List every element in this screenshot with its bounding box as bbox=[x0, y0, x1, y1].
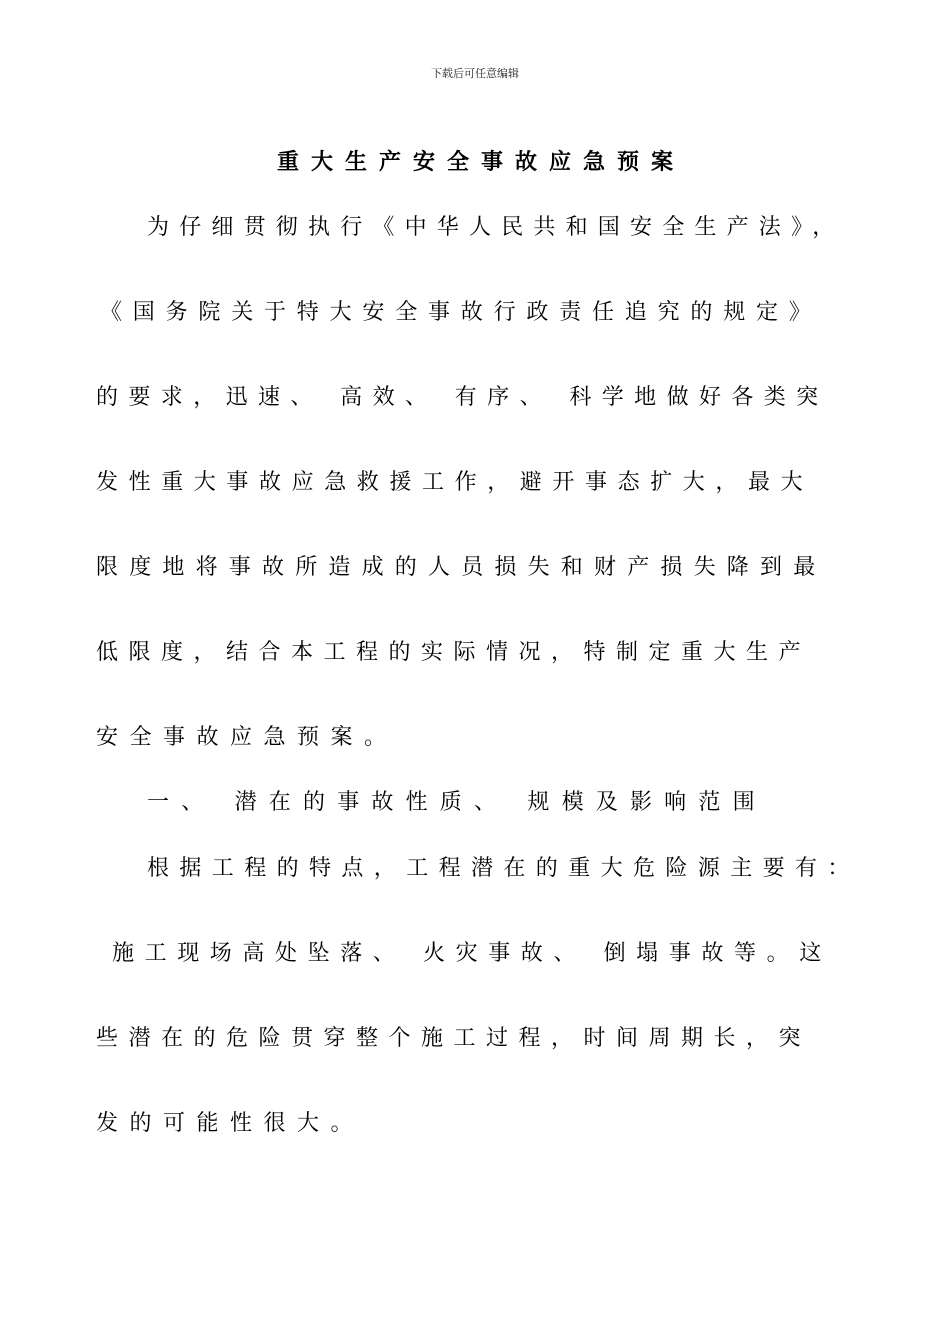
document-title: 重大生产安全事故应急预案 bbox=[276, 150, 685, 175]
paragraph-line-5: 限度地将事故所造成的人员损失和财产损失降到最 bbox=[96, 555, 827, 580]
paragraph-line-9: 根据工程的特点，工程潜在的重大危险源主要有： bbox=[147, 856, 860, 881]
paragraph-line-6: 低限度，结合本工程的实际情况，特制定重大生产 bbox=[96, 640, 812, 665]
section-heading-1: 一、 潜在的事故性质、 规模及影响范围 bbox=[147, 790, 767, 815]
paragraph-line-1: 为仔细贯彻执行《中华人民共和国安全生产法》， bbox=[147, 215, 845, 240]
paragraph-line-10: 施工现场高处坠落、 火灾事故、 倒塌事故等。这 bbox=[112, 941, 832, 966]
paragraph-line-7: 安全事故应急预案。 bbox=[96, 725, 398, 750]
paragraph-line-11: 些潜在的危险贯穿整个施工过程，时间周期长，突 bbox=[96, 1026, 812, 1051]
paragraph-line-4: 发性重大事故应急救援工作，避开事态扩大，最大 bbox=[96, 470, 814, 495]
paragraph-line-12: 发的可能性很大。 bbox=[96, 1111, 365, 1136]
paragraph-line-2: 《国务院关于特大安全事故行政责任追究的规定》 bbox=[100, 300, 822, 325]
page-header-note: 下载后可任意编辑 bbox=[431, 67, 519, 80]
paragraph-line-3: 的要求，迅速、 高效、 有序、 科学地做好各类突 bbox=[96, 385, 829, 410]
